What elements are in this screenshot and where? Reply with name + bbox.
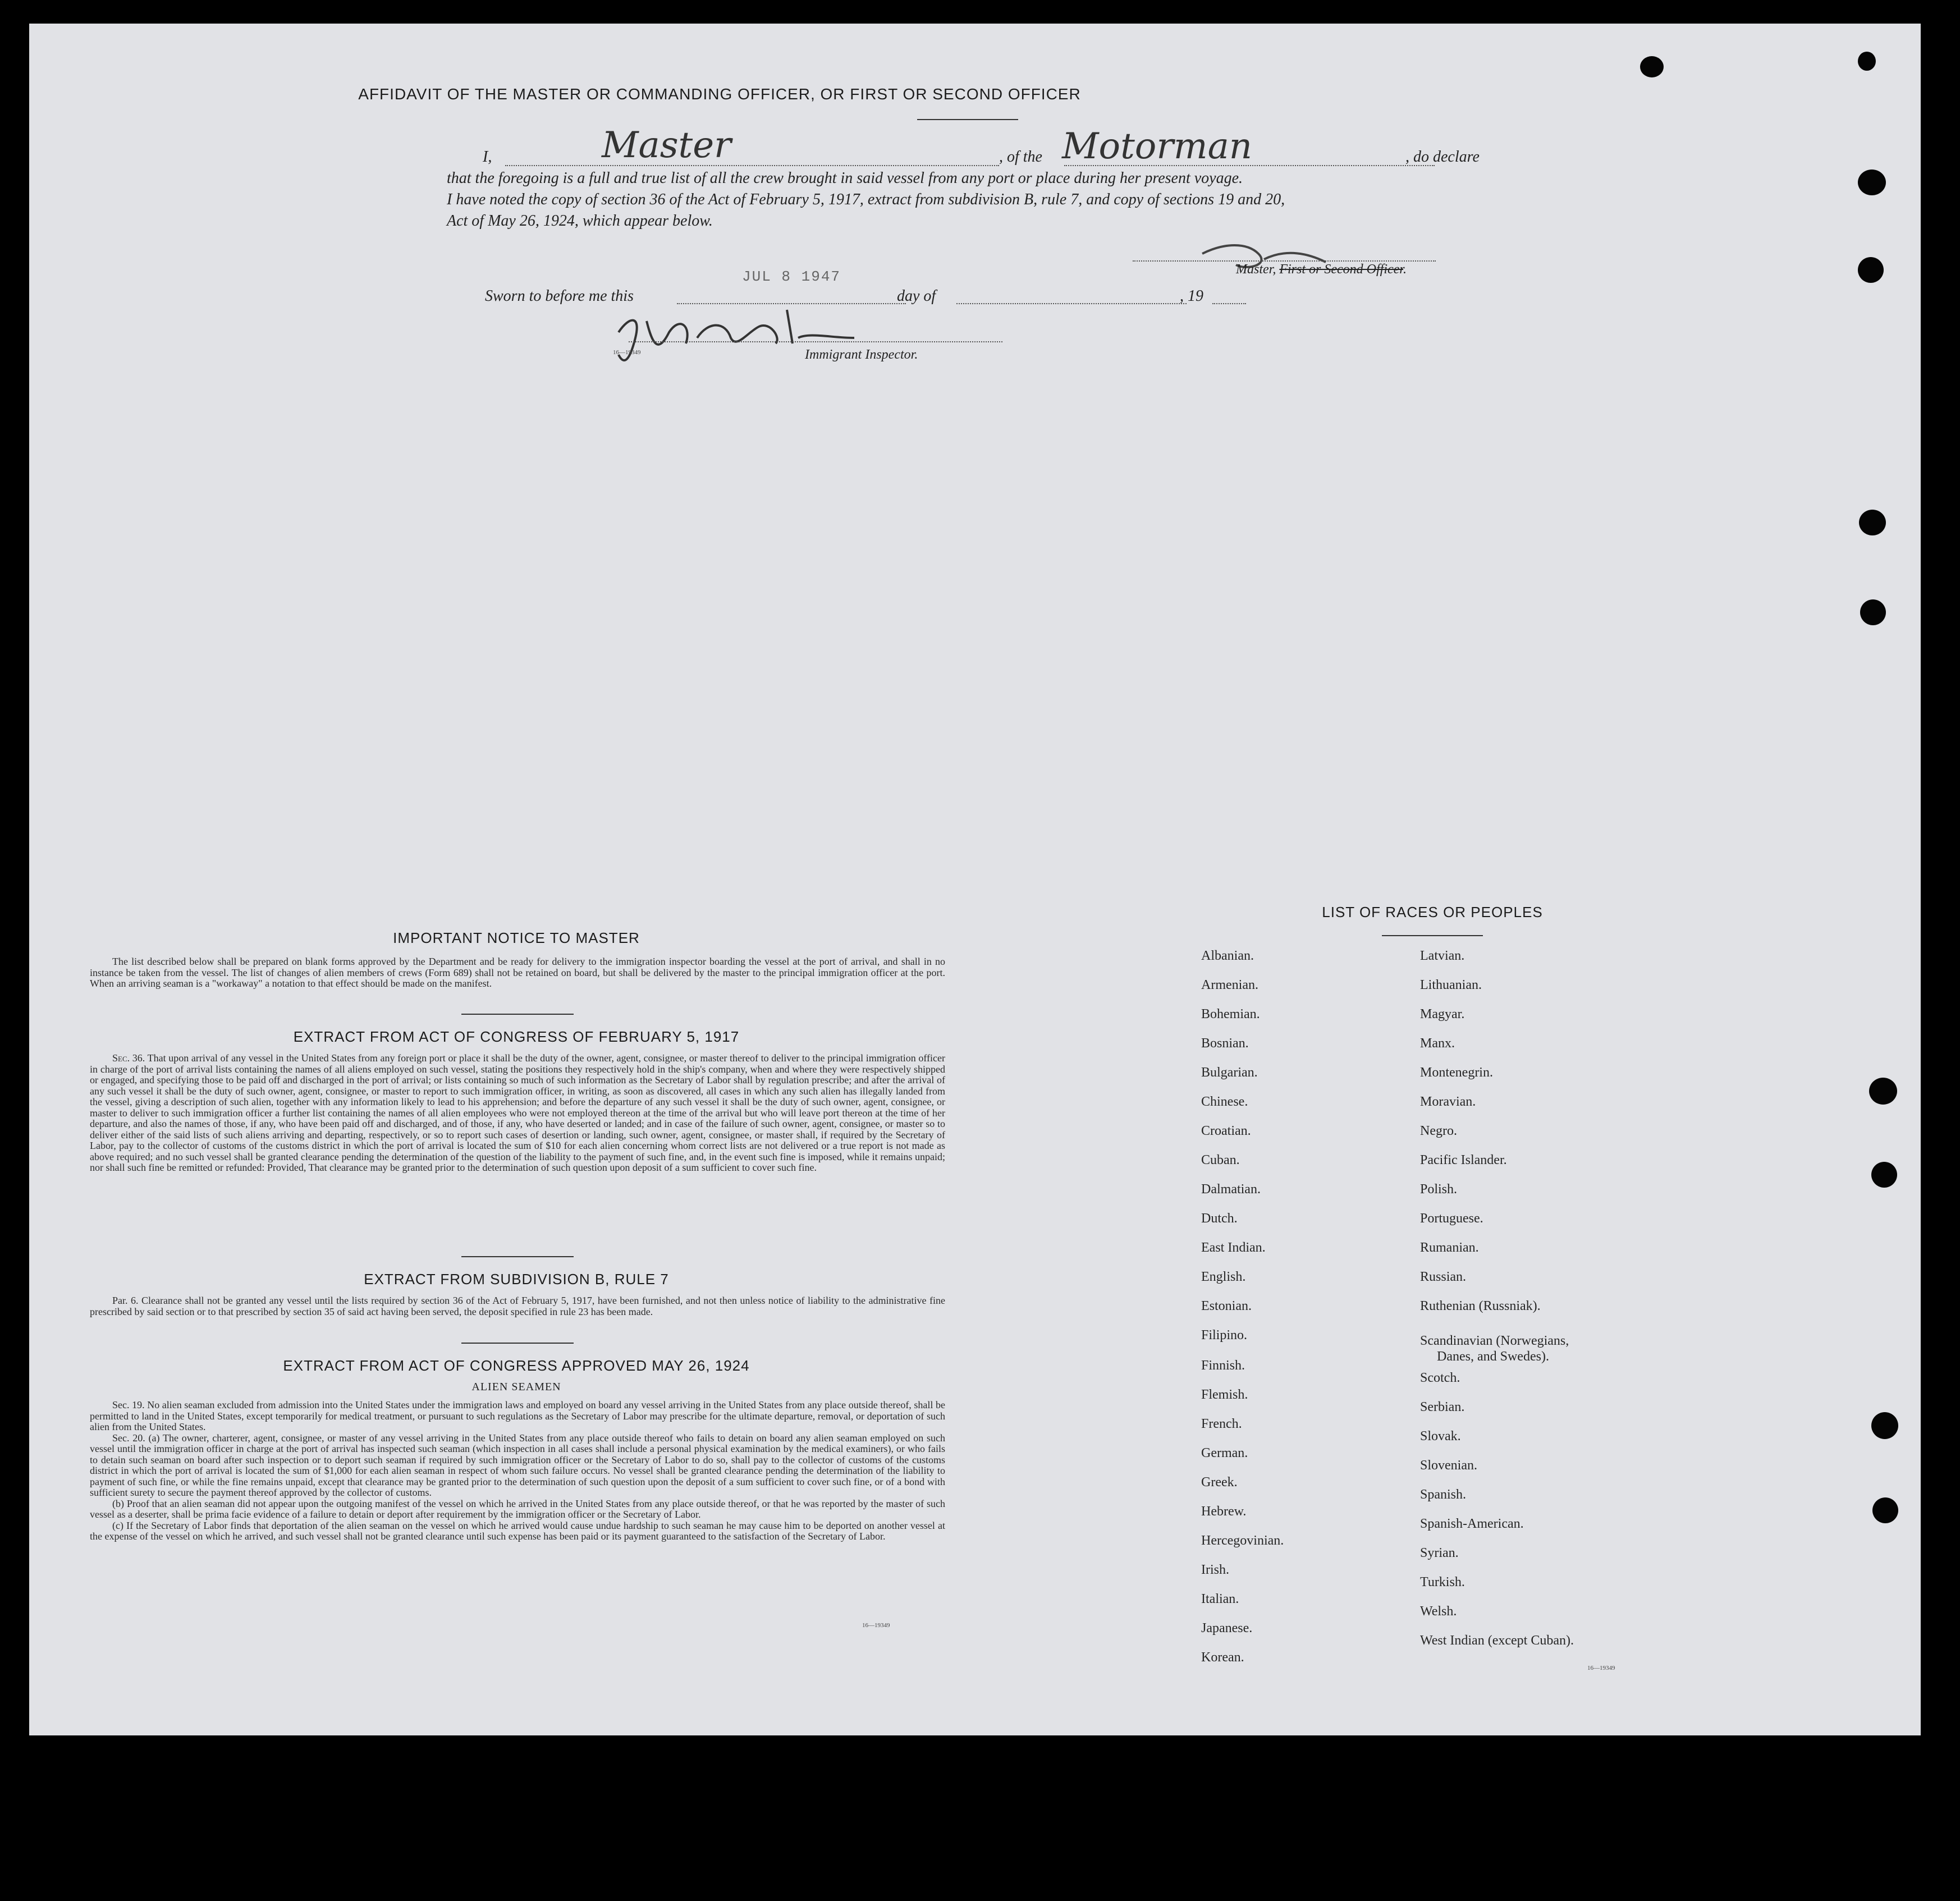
signature-caption: [1236, 258, 1407, 281]
subdivision-b-title: EXTRACT FROM SUBDIVISION B, RULE 7: [364, 1271, 669, 1288]
race-item: German.: [1201, 1446, 1248, 1460]
race-item: Danes, and Swedes).: [1437, 1349, 1549, 1364]
handwritten-vessel-name: Motorman: [1062, 126, 1252, 167]
punch-hole: [1869, 1078, 1897, 1105]
race-item: Russian.: [1420, 1270, 1467, 1284]
subdivision-b-divider: [461, 1343, 574, 1344]
race-item: Dutch.: [1201, 1211, 1238, 1226]
race-item: Flemish.: [1201, 1387, 1248, 1402]
affidavit-line-4: Act of May 26, 1924, which appear below.: [447, 212, 713, 230]
race-item: English.: [1201, 1270, 1246, 1284]
race-item: Armenian.: [1201, 978, 1258, 992]
extract-1917-title: EXTRACT FROM ACT OF CONGRESS OF FEBRUARY 5, 1917: [293, 1028, 740, 1045]
sec36-body: That upon arrival of any vessel in the United States from any foreign port or place it shall be the duty of the owner, agent, consignee, or master thereof to deliver to the principal immigration officer in charge of the port of arrival lists containing the names of all aliens employed on such vessel, stating the positions they respectively hold in the ship's company, when and where they were respectively shipped or engaged, and specifying those to be paid off and discharged in the port of arrival; or lists containing so much of such information as the Secretary of Labor shall by regulation prescribe; and after the arrival of any such vessel it shall be the duty of such owner, agent, consignee, or master to report to such immigration officer, in writing, as soon as discovered, all cases in which any such alien has illegally landed from the vessel, giving a description of such alien, together with any information likely to lead to his apprehension; and before the departure of any such vessel it shall be the duty of such owner, agent, consignee, or master to deliver to such immigration officer a further list containing the names of all alien employees who were not employed thereon at the time of the arrival but who will leave port thereon at the time of her departure, and also the names of those, if any, who have been paid off and discharged, and of those, if any, who have deserted or landed; and in case of the failure of such owner, agent, consignee, or master so to deliver either of the said lists of such aliens arriving and departing, respectively, or so to report such cases of desertion or landing, such owner, agent, consignee, or master shall, if required by the Secretary of Labor, pay to the collector of customs of the customs district in which the port of arrival is located the sum of $10 for each alien concerning whom correct lists are not delivered or a true report is not made as above required; and no such vessel shall be granted clearance pending the determination of the question of the liability to the payment of such fine, and, in the event such fine is imposed, while it remains unpaid; nor shall such fine be remitted or refunded: Provided, That clearance may be granted prior to the determination of such question upon deposit of a sum sufficient to cover such fine.: [90, 1052, 945, 1173]
par6-paragraph: Par. 6. Clearance shall not be granted any vessel until the lists required by section 36 of the Act of February 5, 1917, have been furnished, and not then unless notice of liability to the administrative fine prescribed by said section or to that prescribed by section 35 of said act having been served, the deposit specified in rule 23 has been made.: [90, 1295, 945, 1317]
race-item: Serbian.: [1420, 1400, 1465, 1414]
race-item: Greek.: [1201, 1475, 1238, 1490]
notice-divider: [461, 1014, 574, 1015]
affidavit-form-number: 16—19349: [613, 349, 641, 356]
sec20a-paragraph: Sec. 20. (a) The owner, charterer, agent, consignee, or master of any vessel arriving in the United States from any place outside thereof who fails to detain on board any alien seaman employed on such vessel until the immigration officer in charge at the port of arrival has inspected such seaman (which inspection in all cases shall include a personal physical examination by the medical examiners), or who fails to detain such seaman on board after such inspection or to deport such seaman if required by such immigration officer or the Secretary of Labor to do so, shall pay to the collector of customs of the customs district in which the port of arrival is located the sum of $1,000 for each alien seaman in respect of whom such failure occurs. No vessel shall be granted clearance pending the determination of the liability to payment of such fine, or while the fine remains unpaid, except that clearance may be granted prior to the determination of such question upon the deposit of a sum sufficient to cover such fine, or of a bond with sufficient surety to secure the payment thereof approved by the collector of customs.: [90, 1432, 945, 1498]
race-item: Filipino.: [1201, 1328, 1248, 1343]
race-item: Chinese.: [1201, 1094, 1248, 1109]
punch-hole: [1872, 1497, 1898, 1523]
races-title: LIST OF RACES OR PEOPLES: [1322, 904, 1543, 920]
alien-seamen-subtitle: ALIEN SEAMEN: [471, 1381, 561, 1393]
notice-paragraph: The list described below shall be prepared on blank forms approved by the Department and be ready for delivery to the immigration inspector boarding the vessel at the port of arrival, and shall in no instance be taken from the vessel. The list of changes of alien members of crews (Form 689) shall not be retained on board, but shall be delivered by the master to the principal immigration officer at the port. When an arriving seaman is a "workaway" a notation to that effect should be made on the manifest.: [90, 956, 945, 989]
race-item: Scotch.: [1420, 1371, 1460, 1385]
caption-struck: First or Second Officer: [1279, 262, 1403, 277]
day-of-label: day of: [897, 287, 936, 305]
notice-title: IMPORTANT NOTICE TO MASTER: [393, 929, 640, 946]
race-item: Hebrew.: [1201, 1504, 1247, 1519]
subdivision-b-text: [90, 1295, 945, 1317]
race-item: Korean.: [1201, 1650, 1244, 1665]
race-item: Bohemian.: [1201, 1007, 1260, 1021]
handwritten-master-name: Master: [602, 125, 731, 166]
race-item: French.: [1201, 1417, 1242, 1431]
sworn-label: Sworn to before me this: [485, 287, 634, 305]
punch-hole: [1859, 510, 1886, 535]
race-item: Spanish.: [1420, 1487, 1467, 1502]
inspector-caption: Immigrant Inspector.: [805, 347, 918, 362]
race-item: Finnish.: [1201, 1358, 1245, 1373]
punch-hole: [1860, 599, 1886, 625]
punch-hole: [1858, 170, 1886, 195]
affidavit-i-label: I,: [483, 148, 492, 166]
race-item: Spanish-American.: [1420, 1517, 1524, 1531]
race-item: Syrian.: [1420, 1546, 1459, 1560]
race-item: Slovenian.: [1420, 1458, 1477, 1473]
date-stamp: JUL 8 1947: [742, 268, 841, 285]
race-item: Latvian.: [1420, 949, 1465, 963]
punch-hole: [1871, 1412, 1898, 1439]
extract-1924-text: [90, 1400, 945, 1542]
year-line: [1212, 303, 1246, 304]
race-item: Ruthenian (Russniak).: [1420, 1299, 1541, 1313]
race-item: Lithuanian.: [1420, 978, 1482, 992]
punch-hole: [1871, 1162, 1897, 1188]
race-item: Italian.: [1201, 1592, 1239, 1606]
race-item: Albanian.: [1201, 949, 1254, 963]
month-line: [956, 303, 1187, 304]
punch-hole: [1858, 257, 1884, 283]
sec36-paragraph: [90, 1053, 945, 1174]
master-name-line: [505, 165, 999, 166]
races-divider: [1382, 935, 1483, 936]
title-divider: [917, 119, 1018, 120]
race-item: Scandinavian (Norwegians,: [1420, 1334, 1569, 1348]
race-item: Hercegovinian.: [1201, 1533, 1284, 1548]
race-item: Polish.: [1420, 1182, 1458, 1197]
race-item: Portuguese.: [1420, 1211, 1483, 1226]
race-item: Dalmatian.: [1201, 1182, 1261, 1197]
year-label: , 19: [1180, 287, 1203, 305]
race-item: Montenegrin.: [1420, 1065, 1493, 1080]
document-page: [29, 24, 1921, 1735]
race-item: Cuban.: [1201, 1153, 1240, 1167]
sec36-label: Sec. 36.: [112, 1052, 145, 1064]
race-item: Turkish.: [1420, 1575, 1465, 1589]
notice-text: [90, 956, 945, 990]
caption-master: Master,: [1236, 262, 1280, 277]
race-item: Welsh.: [1420, 1604, 1457, 1619]
affidavit-title: AFFIDAVIT OF THE MASTER OR COMMANDING OFFICER, OR FIRST OR SECOND OFFICER: [358, 85, 1081, 103]
sec20c-paragraph: (c) If the Secretary of Labor finds that deportation of the alien seaman on the vessel on which he arrived would cause undue hardship to such seaman he may cause him to be deported on another vessel at the expense of the vessel on which he arrived, and such vessel shall not be granted clearance until such expense has been paid or its payment guaranteed to the satisfaction of the Secretary of Labor.: [90, 1519, 945, 1542]
caption-period: .: [1403, 262, 1407, 277]
race-item: East Indian.: [1201, 1240, 1266, 1255]
extract-1924-title: EXTRACT FROM ACT OF CONGRESS APPROVED MAY 26, 1924: [283, 1357, 750, 1374]
race-item: Bosnian.: [1201, 1036, 1249, 1051]
race-item: Negro.: [1420, 1124, 1457, 1138]
sec19-paragraph: Sec. 19. No alien seaman excluded from admission into the United States under the immigration laws and employed on board any vessel arriving in the United States from any place outside thereof, shall be permitted to land in the United States, except temporarily for medical treatment, or pursuant to such regulations as the Secretary of Labor may prescribe for the ultimate departure, removal, or deportation of such alien from the United States.: [90, 1399, 945, 1432]
punch-hole: [1858, 52, 1876, 71]
race-item: Japanese.: [1201, 1621, 1253, 1636]
race-item: Bulgarian.: [1201, 1065, 1258, 1080]
races-form-number: 16—19349: [1587, 1665, 1615, 1671]
race-item: Moravian.: [1420, 1094, 1476, 1109]
inspector-signature-line: [629, 341, 1002, 342]
affidavit-line-2: that the foregoing is a full and true list of all the crew brought in said vessel from any port or place during her present voyage.: [447, 170, 1243, 187]
race-item: West Indian (except Cuban).: [1420, 1633, 1574, 1648]
race-item: Estonian.: [1201, 1299, 1252, 1313]
race-item: Slovak.: [1420, 1429, 1461, 1444]
extract-1917-divider: [461, 1256, 574, 1257]
race-item: Pacific Islander.: [1420, 1153, 1507, 1167]
of-the-label: , of the: [999, 148, 1042, 166]
affidavit-line-3: I have noted the copy of section 36 of the Act of February 5, 1917, extract from subdivision B, rule 7, and copy of sections 19 and 20,: [447, 191, 1285, 208]
race-item: Magyar.: [1420, 1007, 1465, 1021]
extract-form-number: 16—19349: [862, 1622, 890, 1629]
race-item: Manx.: [1420, 1036, 1455, 1051]
do-declare-label: , do declare: [1405, 148, 1480, 166]
race-item: Rumanian.: [1420, 1240, 1479, 1255]
extract-1917-text: [90, 1053, 945, 1174]
punch-hole: [1640, 56, 1664, 77]
race-item: Croatian.: [1201, 1124, 1251, 1138]
sec20b-paragraph: (b) Proof that an alien seaman did not appear upon the outgoing manifest of the vessel on which he arrived in the United States from any place outside thereof, or that he was reported by the master of such vessel as a deserter, shall be prima facie evidence of a failure to detain or deport after requirement by the immigration officer or the Secretary of Labor.: [90, 1497, 945, 1520]
race-item: Irish.: [1201, 1563, 1229, 1577]
